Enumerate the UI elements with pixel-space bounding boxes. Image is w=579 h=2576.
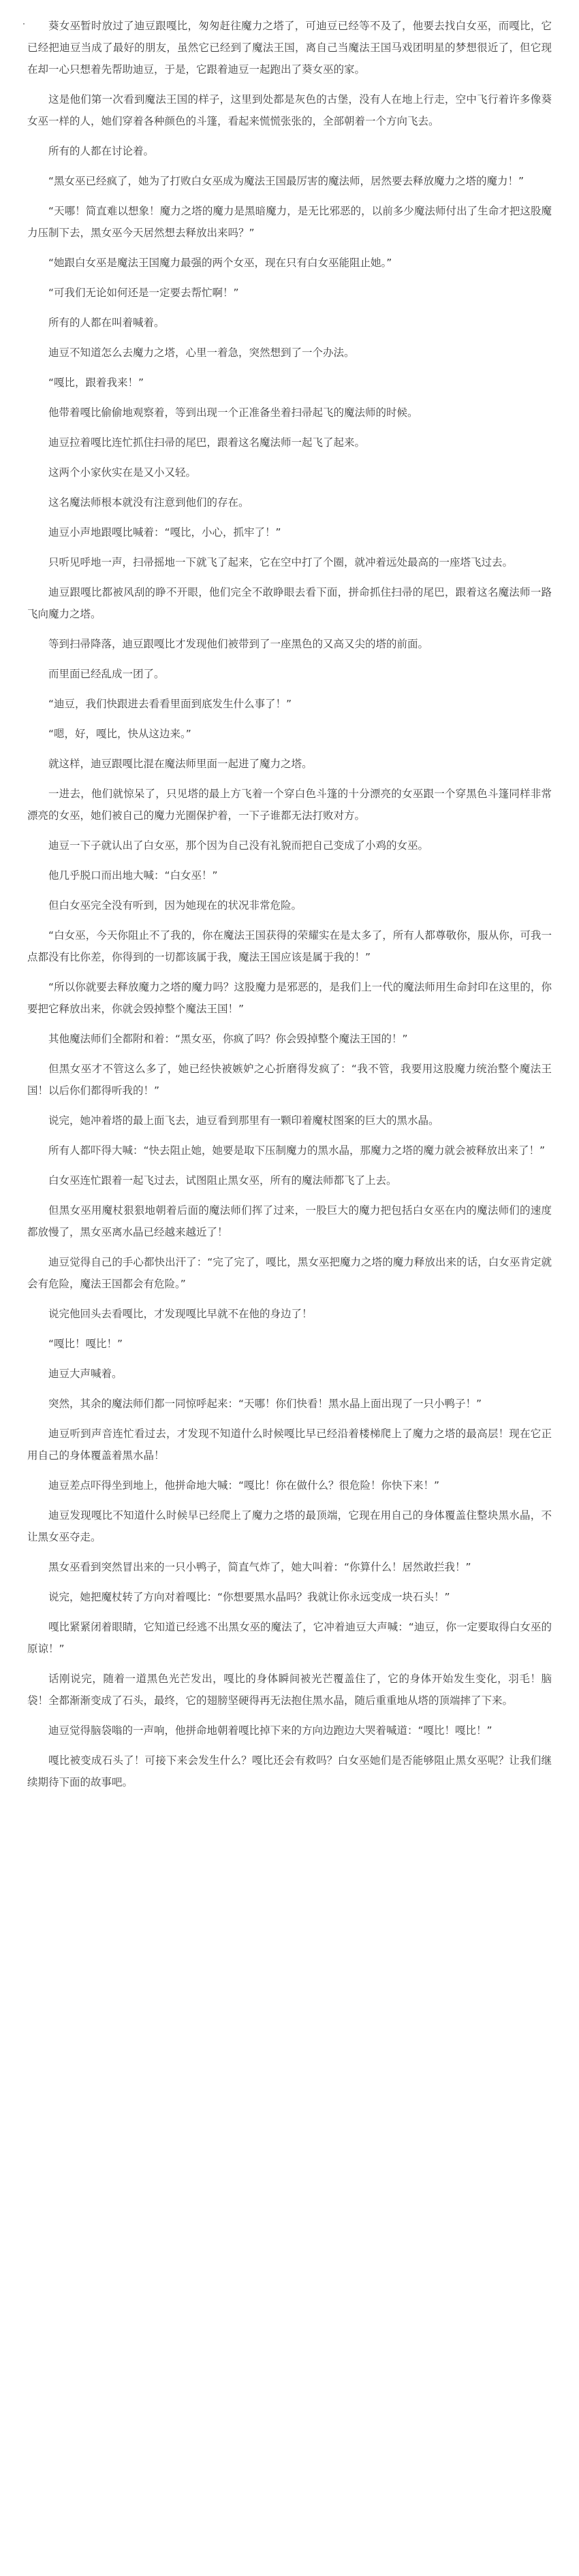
- story-paragraph: 所有的人都在叫着喊着。: [48, 317, 165, 329]
- story-paragraph: 白女巫连忙跟着一起飞过去，试图阻止黑女巫，所有的魔法师都飞了上去。: [48, 1174, 397, 1187]
- story-paragraph: 说完，她把魔杖转了方向对着嘎比：“你想要黑水晶吗？我就让你永远变成一块石头！”: [48, 1591, 450, 1603]
- story-paragraph: 等到扫帚降落，迪豆跟嘎比才发现他们被带到了一座黑色的又高又尖的塔的前面。: [48, 638, 429, 650]
- story-paragraph: “嘎比！嘎比！”: [48, 1338, 123, 1350]
- story-paragraph: 葵女巫暂时放过了迪豆跟嘎比，匆匆赶往魔力之塔了，可迪豆已经等不及了，他要去找白女巫，而嘎比，它已经把迪豆当成了最好的朋友，虽然它已经到了魔法王国，离自己当魔法王国马戏团明星的梦想很近了，但它现在却一心只想着先帮助迪豆，于是，它跟着迪豆一起跑出了葵女巫的家。: [27, 20, 552, 76]
- story-paragraph: “黑女巫已经疯了，她为了打败白女巫成为魔法王国最厉害的魔法师，居然要去释放魔力之塔的魔力！”: [48, 175, 525, 187]
- story-paragraph: 一进去，他们就惊呆了，只见塔的最上方飞着一个穿白色斗篷的十分漂亮的女巫跟一个穿黑色斗篷同样非常漂亮的女巫，她们被自己的魔力光圈保护着，一下子谁都无法打败对方。: [27, 788, 552, 822]
- story-paragraph: 迪豆不知道怎么去魔力之塔，心里一着急，突然想到了一个办法。: [48, 347, 355, 359]
- story-paragraph: 说完他回头去看嘎比，才发现嘎比早就不在他的身边了！: [48, 1308, 313, 1320]
- story-paragraph: “迪豆，我们快跟进去看看里面到底发生什么事了！”: [48, 698, 292, 710]
- story-paragraph: 他带着嘎比偷偷地观察着，等到出现一个正准备坐着扫帚起飞的魔法师的时候。: [48, 406, 418, 419]
- story-paragraph: 只听见呼地一声，扫帚摇地一下就飞了起来，它在空中打了个圈，就冲着远处最高的一座塔飞过去。: [48, 556, 514, 568]
- story-paragraph: 迪豆跟嘎比都被风刮的睁不开眼，他们完全不敢睁眼去看下面，拼命抓住扫帚的尾巴，跟着这名魔法师一路飞向魔力之塔。: [27, 586, 552, 620]
- story-paragraph: 迪豆拉着嘎比连忙抓住扫帚的尾巴，跟着这名魔法师一起飞了起来。: [48, 436, 366, 449]
- story-paragraph: 这名魔法师根本就没有注意到他们的存在。: [48, 496, 249, 509]
- story-paragraph: 所有人都吓得大喊：“快去阻止她，她要是取下压制魔力的黑水晶，那魔力之塔的魔力就会被释放出来了！”: [48, 1144, 546, 1157]
- story-paragraph: 但白女巫完全没有听到，因为她现在的状况非常危险。: [48, 899, 302, 912]
- story-paragraph: 这两个小家伙实在是又小又轻。: [48, 466, 197, 479]
- story-paragraph: 但黑女巫用魔杖狠狠地朝着后面的魔法师们挥了过来，一股巨大的魔力把包括白女巫在内的魔法师们的速度都放慢了，黑女巫离水晶已经越来越近了！: [27, 1204, 552, 1238]
- story-paragraph: 说完，她冲着塔的最上面飞去，迪豆看到那里有一颗印着魔杖图案的巨大的黑水晶。: [48, 1114, 439, 1127]
- story-paragraph: 所有的人都在讨论着。: [48, 145, 155, 157]
- story-paragraph: 迪豆觉得自己的手心都快出汗了：“完了完了，嘎比，黑女巫把魔力之塔的魔力释放出来的话，白女巫肯定就会有危险，魔法王国都会有危险。”: [27, 1256, 552, 1290]
- story-paragraph: 他几乎脱口而出地大喊：“白女巫！”: [48, 869, 218, 882]
- story-paragraph: 但黑女巫才不管这么多了，她已经快被嫉妒之心折磨得发疯了：“我不管，我要用这股魔力统治整个魔法王国！以后你们都得听我的！”: [27, 1063, 552, 1097]
- story-paragraph: 迪豆发现嘎比不知道什么时候早已经爬上了魔力之塔的最顶端，它现在用自己的身体覆盖住整块黑水晶，不让黑女巫夺走。: [27, 1509, 552, 1543]
- story-paragraph: 迪豆大声喊着。: [48, 1368, 123, 1380]
- story-paragraph: 嘎比紧紧闭着眼睛，它知道已经逃不出黑女巫的魔法了，它冲着迪豆大声喊：“迪豆，你一定要取得白女巫的原谅！”: [27, 1621, 552, 1655]
- story-paragraph: 这是他们第一次看到魔法王国的样子，这里到处都是灰色的古堡，没有人在地上行走，空中飞行着许多像葵女巫一样的人，她们穿着各种颜色的斗篷，看起来慌慌张张的，全部朝着一个方向飞去。: [27, 93, 552, 127]
- story-paragraph: 迪豆差点吓得坐到地上，他拼命地大喊：“嘎比！你在做什么？很危险！你快下来！”: [48, 1479, 440, 1492]
- story-paragraph: 其他魔法师们全都附和着：“黑女巫，你疯了吗？你会毁掉整个魔法王国的！”: [48, 1033, 408, 1045]
- story-paragraph: “可我们无论如何还是一定要去帮忙啊！”: [48, 287, 239, 299]
- story-paragraph: 黑女巫看到突然冒出来的一只小鸭子，简直气炸了，她大叫着：“你算什么！居然敢拦我！”: [48, 1561, 471, 1573]
- story-paragraph: “嗯，好，嘎比，快从这边来。”: [48, 728, 191, 740]
- story-article: [27, 15, 552, 1801]
- story-paragraph: 迪豆听到声音连忙看过去，才发现不知道什么时候嘎比早已经沿着楼梯爬上了魔力之塔的最高层！现在它正用自己的身体覆盖着黑水晶！: [27, 1428, 552, 1462]
- story-paragraph: “白女巫，今天你阻止不了我的，你在魔法王国获得的荣耀实在是太多了，所有人都尊敬你，服从你，可我一点都没有比你差，你得到的一切都该属于我，魔法王国应该是属于我的！”: [27, 929, 552, 963]
- story-paragraph: 嘎比被变成石头了！可接下来会发生什么？嘎比还会有救吗？白女巫她们是否能够阻止黑女巫呢？让我们继续期待下面的故事吧。: [27, 1754, 552, 1788]
- story-paragraph: “她跟白女巫是魔法王国魔力最强的两个女巫，现在只有白女巫能阻止她。”: [48, 257, 392, 269]
- story-paragraph: “所以你就要去释放魔力之塔的魔力吗？这股魔力是邪恶的，是我们上一代的魔法师用生命封印在这里的，你要把它释放出来，你就会毁掉整个魔法王国！”: [27, 981, 552, 1015]
- story-paragraph: 而里面已经乱成一团了。: [48, 668, 165, 680]
- story-paragraph: 话刚说完，随着一道黑色光芒发出，嘎比的身体瞬间被光芒覆盖住了，它的身体开始发生变化，羽毛！脑袋！全都渐渐变成了石头，最终，它的翅膀坚硬得再无法抱住黑水晶，随后重重地从塔的顶端摔了下来。: [27, 1673, 552, 1707]
- story-paragraph: 迪豆小声地跟嘎比喊着：“嘎比，小心，抓牢了！”: [48, 526, 281, 538]
- leading-dot: [23, 23, 25, 25]
- story-paragraph: “天哪！简直难以想象！魔力之塔的魔力是黑暗魔力，是无比邪恶的，以前多少魔法师付出了生命才把这股魔力压制下去，黑女巫今天居然想去释放出来吗？”: [27, 205, 552, 239]
- story-paragraph: “嘎比，跟着我来！”: [48, 376, 144, 389]
- story-paragraph: 迪豆觉得脑袋嗡的一声响，他拼命地朝着嘎比掉下来的方向边跑边大哭着喊道：“嘎比！嘎比！”: [48, 1724, 492, 1737]
- story-paragraph: 就这样，迪豆跟嘎比混在魔法师里面一起进了魔力之塔。: [48, 758, 313, 770]
- story-paragraph: 突然，其余的魔法师们都一同惊呼起来：“天哪！你们快看！黑水晶上面出现了一只小鸭子！”: [48, 1398, 482, 1410]
- story-paragraph: 迪豆一下子就认出了白女巫，那个因为自己没有礼貌而把自己变成了小鸡的女巫。: [48, 839, 429, 852]
